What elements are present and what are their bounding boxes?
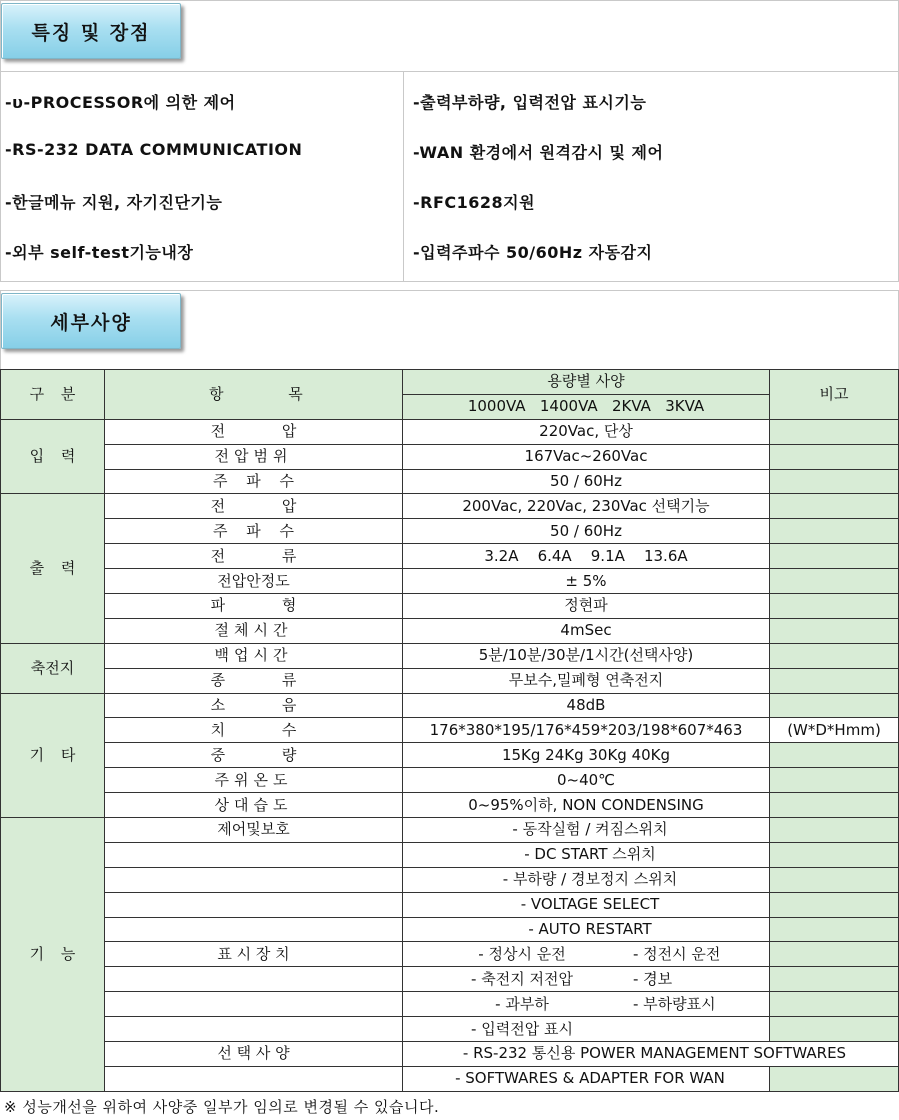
header-capacities xyxy=(403,394,770,419)
feature-right-3: -RFC1628지원 xyxy=(413,193,536,212)
table-row xyxy=(1,867,899,892)
feature-right-2: -WAN 환경에서 원격감시 및 제어 xyxy=(413,143,664,162)
group-etc: 기 타 xyxy=(1,693,105,817)
table-row xyxy=(1,643,899,668)
display-right: - 정전시 운전 xyxy=(633,944,721,963)
feature-left-3: -한글메뉴 지원, 자기진단기능 xyxy=(5,193,223,212)
table-row xyxy=(1,967,899,992)
item-cell: 주위온도 xyxy=(105,768,403,793)
table-row xyxy=(1,469,899,494)
item-cell xyxy=(105,842,403,867)
value-cell: 15Kg 24Kg 30Kg 40Kg xyxy=(403,743,770,768)
feature-right-1: -출력부하량, 입력전압 표시기능 xyxy=(413,93,647,112)
function-cell xyxy=(403,992,770,1017)
note-cell xyxy=(770,519,899,544)
value-cell: 220Vac, 단상 xyxy=(403,419,770,444)
item-cell xyxy=(105,867,403,892)
table-row xyxy=(1,618,899,643)
value-cell: 167Vac~260Vac xyxy=(403,444,770,469)
features-heading-row xyxy=(0,0,899,72)
table-row xyxy=(1,768,899,793)
group-battery: 축전지 xyxy=(1,643,105,693)
item-cell: 백업시간 xyxy=(105,643,403,668)
value-cell: 48dB xyxy=(403,693,770,718)
note-cell xyxy=(770,793,899,818)
note-cell xyxy=(770,942,899,967)
note-cell xyxy=(770,569,899,594)
table-row xyxy=(1,892,899,917)
current-3k: 13.6A xyxy=(643,546,688,565)
note-cell xyxy=(770,643,899,668)
value-cell: 176*380*195/176*459*203/198*607*463 xyxy=(403,718,770,743)
note-cell xyxy=(770,818,899,843)
table-row xyxy=(1,594,899,619)
table-header-row xyxy=(1,370,899,395)
display-right: - 경보 xyxy=(633,969,673,988)
note-cell xyxy=(770,967,899,992)
function-cell: - DC START 스위치 xyxy=(403,842,770,867)
table-row xyxy=(1,419,899,444)
table-row xyxy=(1,992,899,1017)
value-cell: 50 / 60Hz xyxy=(403,469,770,494)
value-cell: 4mSec xyxy=(403,618,770,643)
table-row xyxy=(1,544,899,569)
features-box xyxy=(0,71,899,282)
header-capacity: 용량별 사양 xyxy=(403,370,770,395)
table-row xyxy=(1,1017,899,1042)
table-row xyxy=(1,444,899,469)
function-cell-wide: - RS-232 통신용 POWER MANAGEMENT SOFTWARES xyxy=(403,1042,899,1067)
value-cell: 0~40℃ xyxy=(403,768,770,793)
cap-2k: 2KVA xyxy=(611,397,651,416)
table-row xyxy=(1,494,899,519)
item-cell: 치 수 xyxy=(105,718,403,743)
function-cell: - SOFTWARES & ADAPTER FOR WAN xyxy=(403,1066,770,1091)
footnote: ※ 성능개선을 위하여 사양중 일부가 임의로 변경될 수 있습니다. xyxy=(4,1098,440,1116)
display-left: - 과부하 xyxy=(495,994,549,1013)
current-1400: 6.4A xyxy=(537,546,572,565)
note-cell xyxy=(770,419,899,444)
note-cell xyxy=(770,693,899,718)
item-cell: 소 음 xyxy=(105,693,403,718)
note-cell xyxy=(770,544,899,569)
function-cell: - AUTO RESTART xyxy=(403,917,770,942)
value-cell: 0~95%이하, NON CONDENSING xyxy=(403,793,770,818)
note-cell xyxy=(770,917,899,942)
item-cell: 절체시간 xyxy=(105,618,403,643)
note-cell xyxy=(770,444,899,469)
item-cell: 전 압 xyxy=(105,419,403,444)
note-cell xyxy=(770,668,899,693)
group-function: 기 능 xyxy=(1,818,105,1092)
note-cell xyxy=(770,1017,899,1042)
note-cell xyxy=(770,469,899,494)
current-2k: 9.1A xyxy=(590,546,625,565)
table-row xyxy=(1,718,899,743)
item-cell: 주 파 수 xyxy=(105,469,403,494)
table-row xyxy=(1,693,899,718)
value-cell: ± 5% xyxy=(403,569,770,594)
feature-left-1: -υ-PROCESSOR에 의한 제어 xyxy=(5,93,236,112)
features-title: 특징 및 장점 xyxy=(1,3,181,59)
item-cell: 전 류 xyxy=(105,544,403,569)
value-cell: 정현파 xyxy=(403,594,770,619)
item-cell xyxy=(105,1017,403,1042)
item-cell xyxy=(105,992,403,1017)
value-cell: 무보수,밀폐형 연축전지 xyxy=(403,668,770,693)
display-left: - 정상시 운전 xyxy=(478,944,566,963)
note-cell xyxy=(770,494,899,519)
item-cell xyxy=(105,892,403,917)
value-cell xyxy=(403,544,770,569)
note-cell xyxy=(770,842,899,867)
item-cell-control: 제어및보호 xyxy=(105,818,403,843)
item-cell-option: 선 택 사 양 xyxy=(105,1042,403,1067)
feature-left-4: -외부 self-test기능내장 xyxy=(5,243,194,262)
feature-right-4: -입력주파수 50/60Hz 자동감지 xyxy=(413,243,653,262)
function-cell xyxy=(403,1017,770,1042)
table-row xyxy=(1,743,899,768)
value-cell: 200Vac, 220Vac, 230Vac 선택기능 xyxy=(403,494,770,519)
header-note: 비고 xyxy=(770,370,899,420)
feature-left-2: -RS-232 DATA COMMUNICATION xyxy=(5,140,303,159)
cap-3k: 3KVA xyxy=(665,397,705,416)
display-right: - 부하량표시 xyxy=(633,994,716,1013)
note-cell xyxy=(770,992,899,1017)
item-cell: 전 압 xyxy=(105,494,403,519)
cap-1000: 1000VA xyxy=(467,397,526,416)
table-row xyxy=(1,917,899,942)
note-cell xyxy=(770,1066,899,1091)
current-1000: 3.2A xyxy=(484,546,519,565)
function-cell: - VOLTAGE SELECT xyxy=(403,892,770,917)
item-cell: 전압안정도 xyxy=(105,569,403,594)
spec-heading-row xyxy=(0,290,899,369)
table-row xyxy=(1,818,899,843)
group-output: 출 력 xyxy=(1,494,105,643)
item-cell: 중 량 xyxy=(105,743,403,768)
item-cell xyxy=(105,967,403,992)
display-left: - 입력전압 표시 xyxy=(471,1019,573,1038)
header-category: 구 분 xyxy=(1,370,105,420)
item-cell: 전압범위 xyxy=(105,444,403,469)
table-row xyxy=(1,842,899,867)
note-cell xyxy=(770,618,899,643)
display-left: - 축전지 저전압 xyxy=(471,969,573,988)
table-row xyxy=(1,793,899,818)
value-cell: 5분/10분/30분/1시간(선택사양) xyxy=(403,643,770,668)
table-row xyxy=(1,519,899,544)
note-cell-dimensions: (W*D*Hmm) xyxy=(770,718,899,743)
item-cell: 파 형 xyxy=(105,594,403,619)
group-input: 입 력 xyxy=(1,419,105,494)
item-cell: 주 파 수 xyxy=(105,519,403,544)
item-cell: 종 류 xyxy=(105,668,403,693)
table-row xyxy=(1,1066,899,1091)
table-row xyxy=(1,942,899,967)
spec-title: 세부사양 xyxy=(1,293,181,349)
cap-1400: 1400VA xyxy=(539,397,598,416)
note-cell xyxy=(770,594,899,619)
note-cell xyxy=(770,768,899,793)
function-cell xyxy=(403,942,770,967)
header-item-text: 항 목 xyxy=(209,384,303,403)
function-cell: - 동작실험 / 켜짐스위치 xyxy=(403,818,770,843)
spec-table xyxy=(0,369,899,1092)
note-cell xyxy=(770,892,899,917)
item-cell xyxy=(105,917,403,942)
note-cell xyxy=(770,743,899,768)
table-row xyxy=(1,668,899,693)
function-cell: - 부하량 / 경보정지 스위치 xyxy=(403,867,770,892)
features-divider xyxy=(403,71,404,281)
table-row xyxy=(1,1042,899,1067)
item-cell: 상대습도 xyxy=(105,793,403,818)
header-item xyxy=(105,370,403,420)
item-cell-display: 표 시 장 치 xyxy=(105,942,403,967)
item-cell xyxy=(105,1066,403,1091)
note-cell xyxy=(770,867,899,892)
function-cell xyxy=(403,967,770,992)
table-row xyxy=(1,569,899,594)
value-cell: 50 / 60Hz xyxy=(403,519,770,544)
